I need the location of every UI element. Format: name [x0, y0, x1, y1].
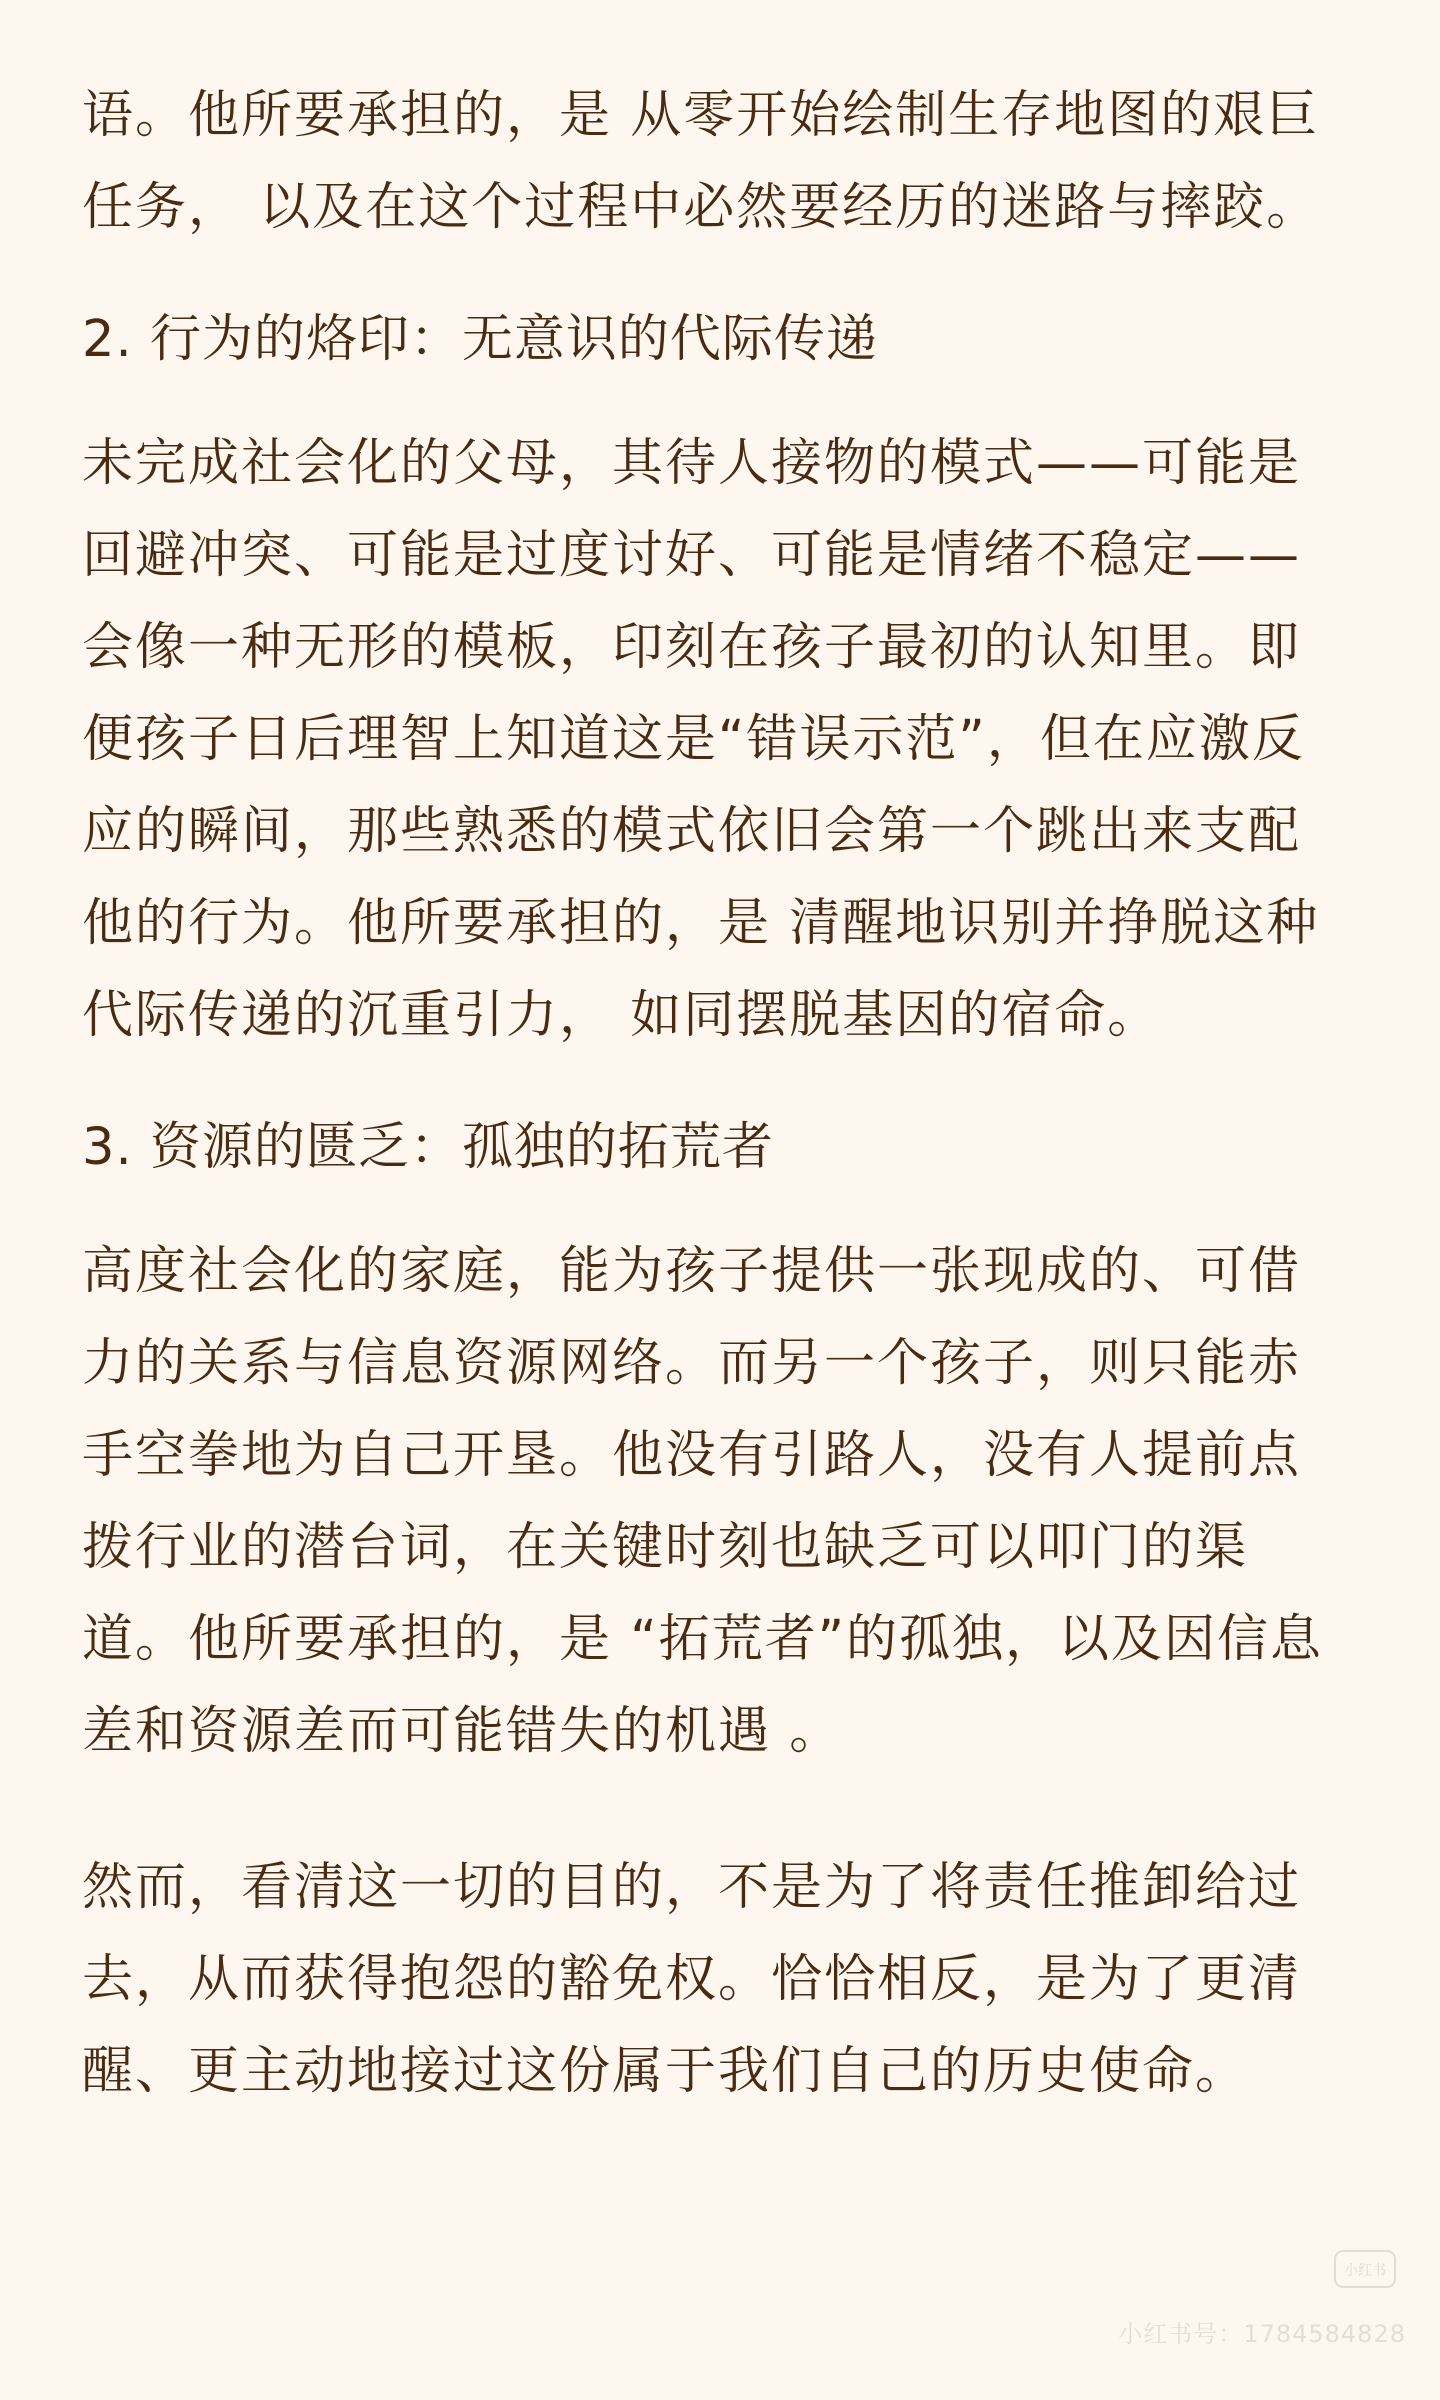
section-heading-2: 2. 行为的烙印：无意识的代际传递 — [82, 310, 878, 369]
watermark — [1026, 2250, 1406, 2370]
watermark-logo: 小红书 — [1334, 2250, 1396, 2288]
section-heading-3: 3. 资源的匮乏：孤独的拓荒者 — [82, 1118, 774, 1177]
paragraph-3: 高度社会化的家庭，能为孩子提供一张现成的、可借 力的关系与信息资源网络。而另一个孩子，则只能赤 手空拳地为自己开垦。他没有引路人，没有人提前点 拨行业的潜台词，在关键时刻也缺乏可以叩门的渠 道。他所要承担的，是 “拓荒者”的孤独，以及因信息 差和资源差而可能错失的机遇 。 — [82, 1242, 1324, 1761]
paragraph-4: 然而，看清这一切的目的，不是为了将责任推卸给过 去，从而获得抱怨的豁免权。恰恰相反，是为了更清 醒、更主动地接过这份属于我们自己的历史使命。 — [82, 1858, 1302, 2101]
paragraph-2: 未完成社会化的父母，其待人接物的模式——可能是 回避冲突、可能是过度讨好、可能是情绪不稳定—— 会像一种无形的模板，印刻在孩子最初的认知里。即 便孩子日后理智上知道这是“错误示范”，但在应激反 应的瞬间，那些熟悉的模式依旧会第一个跳出来支配 他的行为。他所要承担的，是 清醒地识别并挣脱这种 代际传递的沉重引力， 如同摆脱基因的宿命。 — [82, 434, 1320, 1045]
paragraph-1: 语。他所要承担的，是 从零开始绘制生存地图的艰巨 任务， 以及在这个过程中必然要经历的迷路与摔跤。 — [82, 86, 1320, 237]
watermark-id: 小红书号：1784584828 — [1118, 2320, 1406, 2348]
